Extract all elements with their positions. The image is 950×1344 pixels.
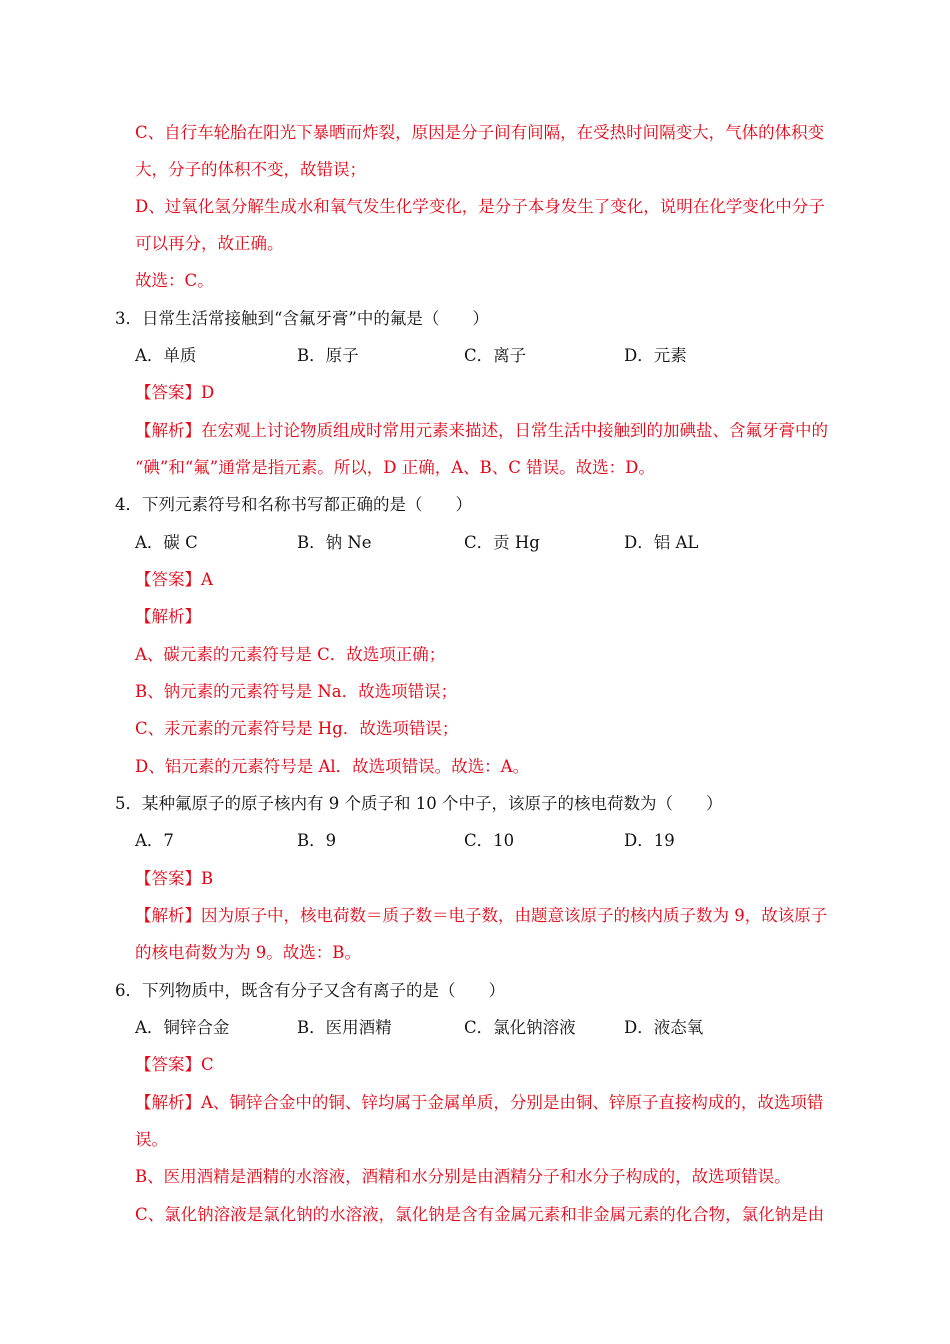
- question-5-analysis-line2: 的核电荷数为为 9。故选：B。: [135, 943, 361, 962]
- question-6-option-d: D．液态氧: [624, 1018, 704, 1037]
- question-3-option-a: A．单质: [135, 346, 197, 365]
- question-4-option-c: C．贡 Hg: [464, 533, 540, 552]
- question-4-analysis-label: 【解析】: [135, 607, 201, 626]
- analysis-option-c-line2: 大，分子的体积不变，故错误；: [135, 160, 366, 179]
- question-5-option-d: D．19: [624, 831, 675, 850]
- question-3-option-b: B．原子: [297, 346, 359, 365]
- question-3-option-c: C．离子: [464, 346, 527, 365]
- question-3-analysis-line2: “碘”和“氟”通常是指元素。所以，D 正确，A、B、C 错误。故选：D。: [135, 458, 655, 477]
- question-5-answer: 【答案】B: [135, 869, 214, 888]
- question-3-answer: 【答案】D: [135, 383, 215, 402]
- analysis-option-d-line2: 可以再分，故正确。: [135, 234, 284, 253]
- question-4-analysis-a: A、碳元素的元素符号是 C．故选项正确；: [135, 645, 446, 664]
- question-6-stem: 6．下列物质中，既含有分子又含有离子的是（ ）: [115, 981, 505, 1000]
- question-4-answer: 【答案】A: [135, 570, 213, 589]
- question-4-option-a: A．碳 C: [135, 533, 198, 552]
- question-3-option-d: D．元素: [624, 346, 687, 365]
- question-6-option-c: C．氯化钠溶液: [464, 1018, 576, 1037]
- analysis-option-c-line1: C、自行车轮胎在阳光下暴晒而炸裂，原因是分子间有间隔，在受热时间隔变大，气体的体积变: [135, 123, 825, 142]
- question-3-stem: 3．日常生活常接触到“含氟牙膏”中的氟是（ ）: [115, 309, 489, 328]
- question-6-analysis-line2: 误。: [135, 1130, 168, 1149]
- question-5-stem: 5．某种氟原子的原子核内有 9 个质子和 10 个中子，该原子的核电荷数为（ ）: [115, 794, 723, 813]
- question-4-analysis-d: D、铝元素的元素符号是 Al．故选项错误。故选：A。: [135, 757, 530, 776]
- analysis-choice: 故选：C。: [135, 271, 214, 290]
- question-6-analysis-b: B、医用酒精是酒精的水溶液，酒精和水分别是由酒精分子和水分子构成的，故选项错误。: [135, 1167, 791, 1186]
- question-6-analysis-line1: 【解析】A、铜锌合金中的铜、锌均属于金属单质，分别是由铜、锌原子直接构成的，故选项错: [135, 1093, 824, 1112]
- question-5-option-a: A．7: [135, 831, 174, 850]
- question-6-analysis-c: C、氯化钠溶液是氯化钠的水溶液，氯化钠是含有金属元素和非金属元素的化合物，氯化钠是由: [135, 1205, 825, 1224]
- question-4-analysis-c: C、汞元素的元素符号是 Hg．故选项错误；: [135, 719, 459, 738]
- question-5-option-b: B．9: [297, 831, 337, 850]
- question-4-analysis-b: B、钠元素的元素符号是 Na．故选项错误；: [135, 682, 458, 701]
- question-4-option-b: B．钠 Ne: [297, 533, 372, 552]
- question-3-analysis-line1: 【解析】在宏观上讨论物质组成时常用元素来描述，日常生活中接触到的加碘盐、含氟牙膏中的: [135, 421, 828, 440]
- question-6-answer: 【答案】C: [135, 1055, 214, 1074]
- question-5-analysis-line1: 【解析】因为原子中，核电荷数＝质子数＝电子数，由题意该原子的核内质子数为 9，故该原子: [135, 906, 828, 925]
- question-6-option-a: A．铜锌合金: [135, 1018, 230, 1037]
- question-4-option-d: D．铝 AL: [624, 533, 699, 552]
- question-5-option-c: C．10: [464, 831, 515, 850]
- analysis-option-d-line1: D、过氧化氢分解生成水和氧气发生化学变化，是分子本身发生了变化，说明在化学变化中分子: [135, 197, 825, 216]
- question-4-stem: 4．下列元素符号和名称书写都正确的是（ ）: [115, 495, 472, 514]
- question-6-option-b: B．医用酒精: [297, 1018, 392, 1037]
